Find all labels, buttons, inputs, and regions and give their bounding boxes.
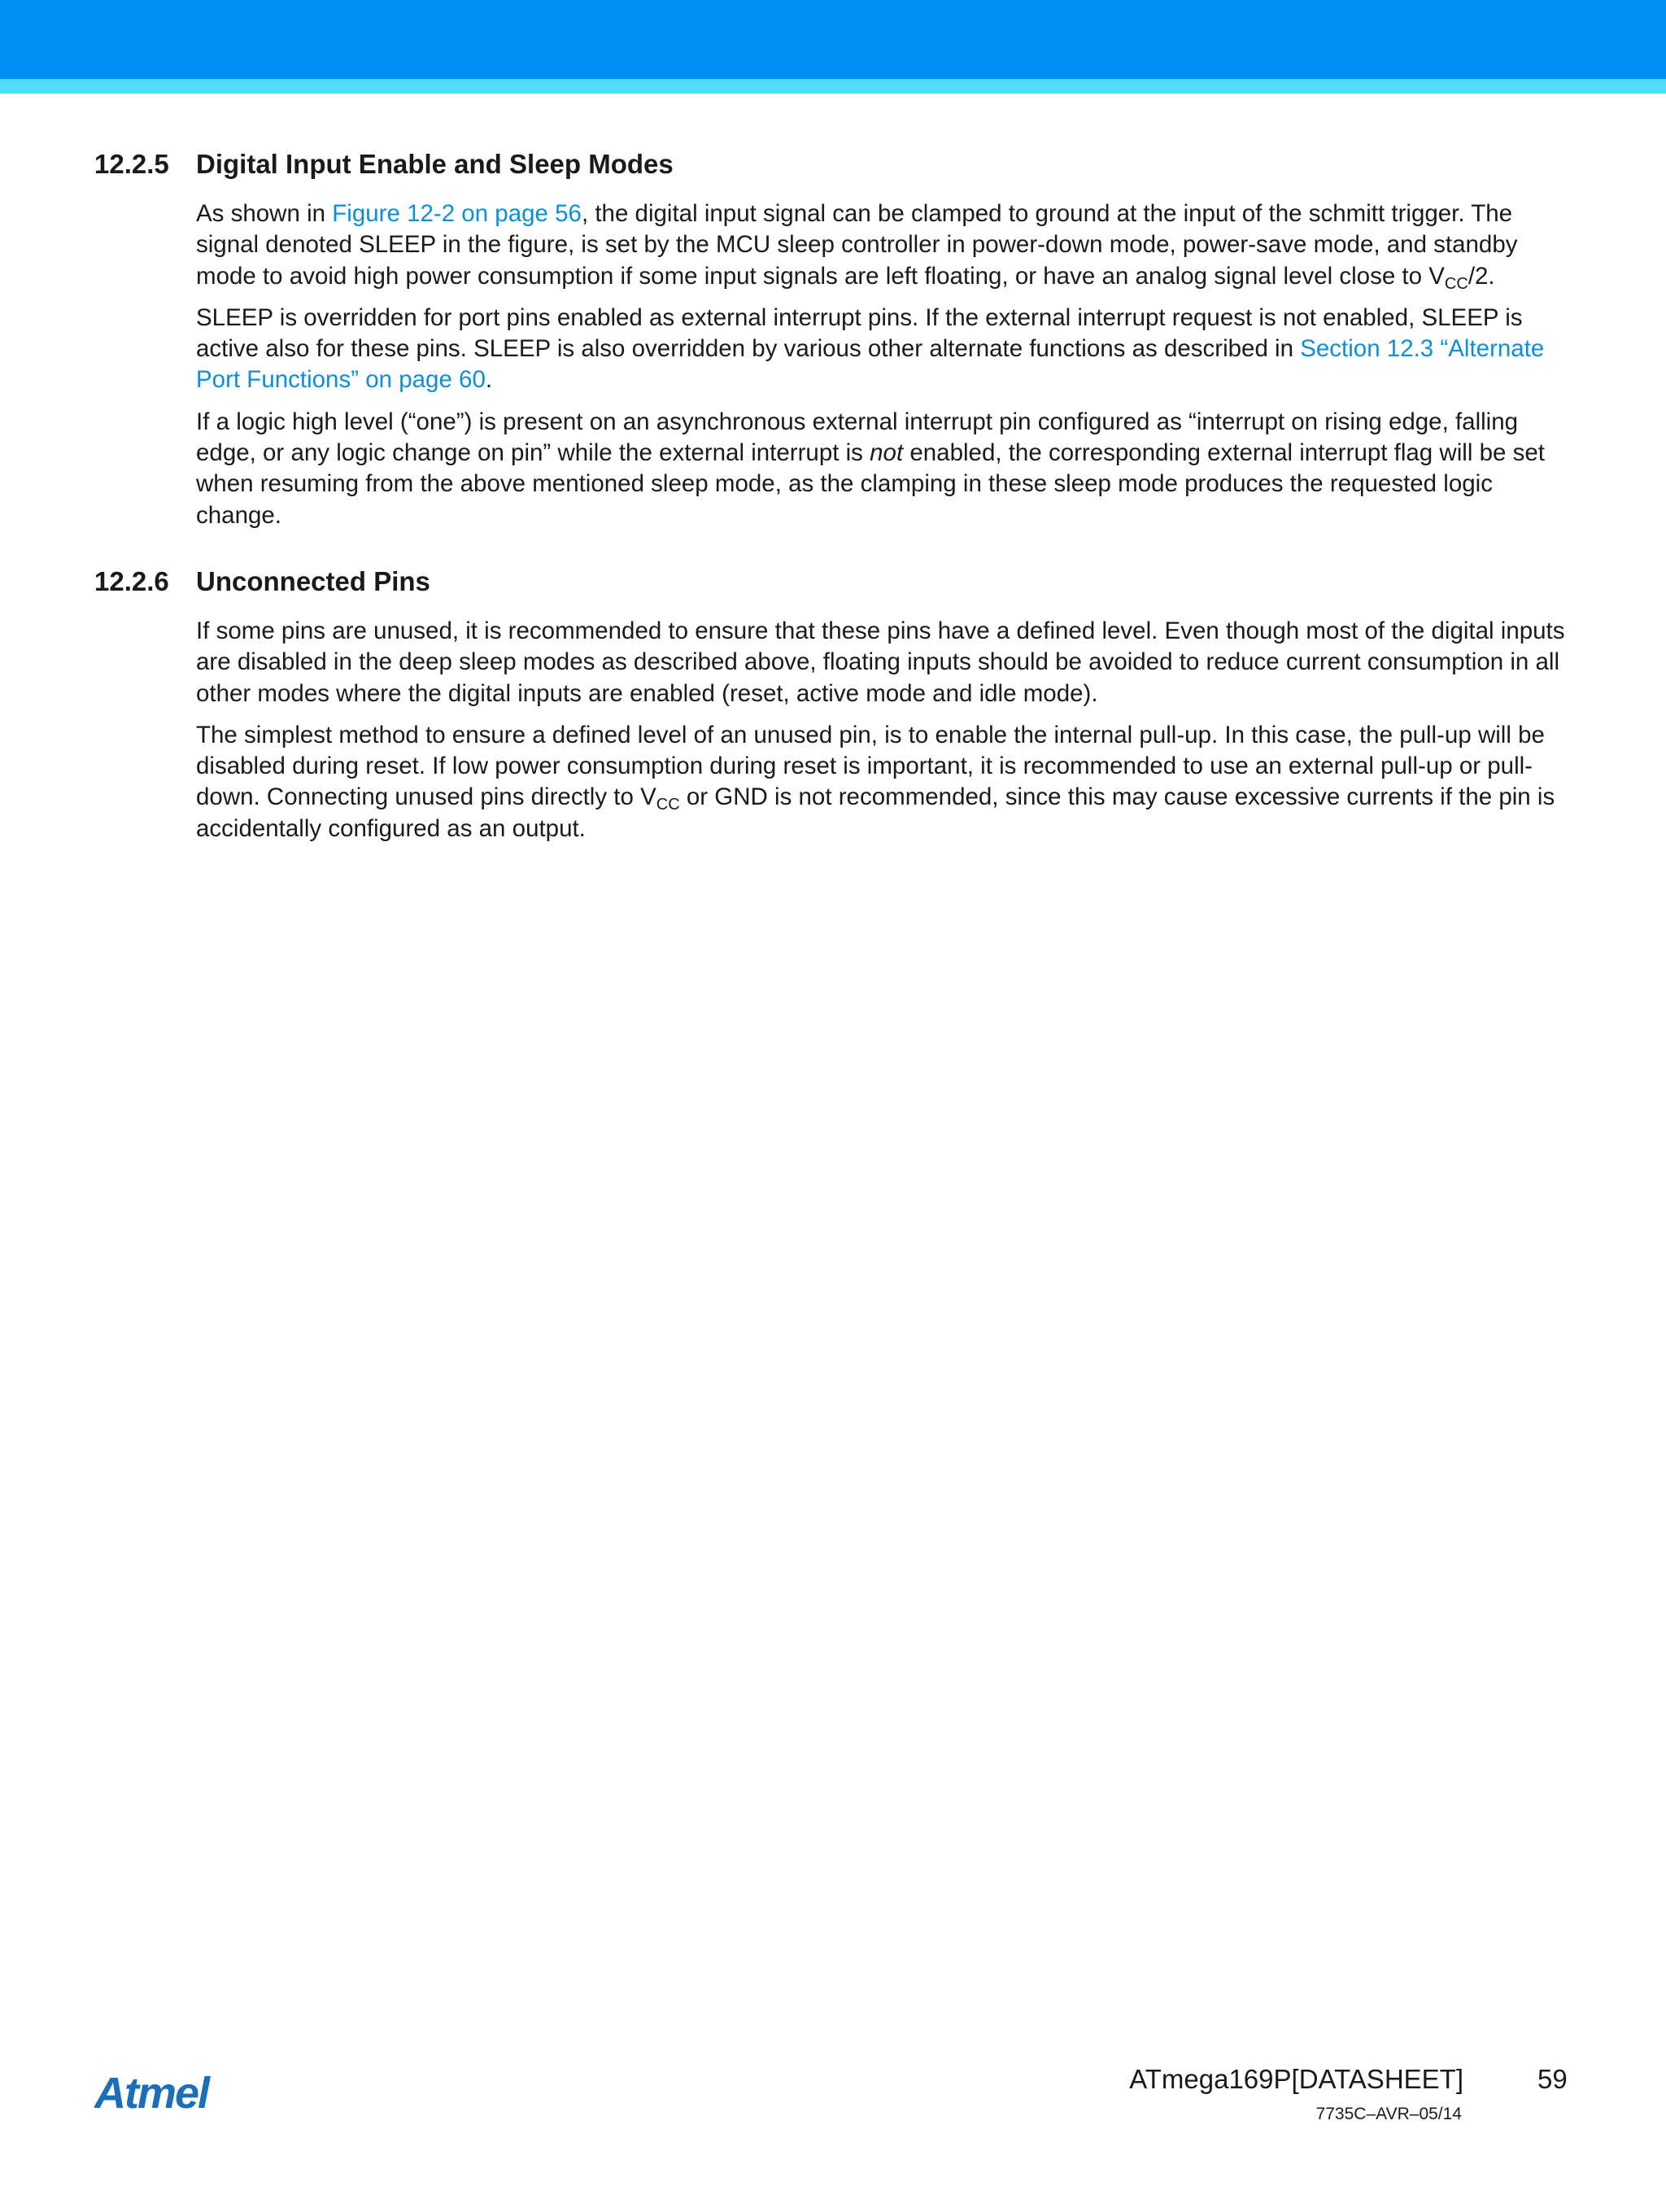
section-number: 12.2.6 bbox=[94, 566, 169, 596]
text-run: As shown in bbox=[196, 200, 333, 227]
text-run: The simplest method to ensure a defined level of an unused pin, is to enable the internal pull-up. In this case, the pull-up will be disabled during reset. If low power consumption during reset is important, it is recommended to use an external pull-up or pull-down. Connecting unused pins directly to V bbox=[196, 721, 1545, 811]
paragraph: If some pins are unused, it is recommended to ensure that these pins have a defined level. Even though most of the digital inputs are disabled in the deep sleep modes as described above, floating inputs should be avoided to reduce current consumption in all other modes where the digital inputs are enabled (reset, active mode and idle mode). bbox=[196, 617, 1565, 707]
section-number: 12.2.5 bbox=[94, 149, 169, 179]
section-body-12-2-5 bbox=[196, 199, 1572, 542]
section-title: Unconnected Pins bbox=[196, 566, 430, 596]
text-run: If a logic high level (“one”) is present on an asynchronous external interrupt pin configured as “interrupt on rising edge, falling edge, or any logic change on pin” while the external interrupt is bbox=[196, 408, 1519, 467]
vcc-subscript: CC bbox=[656, 796, 680, 814]
text-run: . bbox=[485, 366, 493, 394]
text-run: enabled, the corresponding external interrupt flag will be set when resuming from the above mentioned sleep mode, as the clamping in these sleep mode produces the requested logic change. bbox=[196, 439, 1545, 529]
text-run: or GND is not recommended, since this may cause excessive currents if the pin is accidentally configured as an output. bbox=[196, 783, 1555, 842]
header-accent-stripe bbox=[0, 79, 1666, 94]
section-12-3-link[interactable]: Section 12.3 “Alternate Port Functions” on page 60 bbox=[196, 335, 1545, 394]
paragraph bbox=[196, 303, 1572, 396]
document-code: 7735C–AVR–05/14 bbox=[1315, 2105, 1462, 2123]
header-bar bbox=[0, 0, 1666, 79]
section-title: Digital Input Enable and Sleep Modes bbox=[196, 149, 674, 179]
section-heading-12-2-5 bbox=[94, 148, 674, 181]
atmel-logo-text: Atmel bbox=[94, 2069, 209, 2118]
paragraph bbox=[196, 720, 1572, 844]
paragraph bbox=[196, 199, 1572, 292]
atmel-logo bbox=[94, 2069, 241, 2118]
text-run: SLEEP is overridden for port pins enabled as external interrupt pins. If the external interrupt request is not enabled, SLEEP is active also for these pins. SLEEP is also overridden by various other alternate functions as described in bbox=[196, 303, 1523, 363]
section-body-12-2-6 bbox=[196, 616, 1572, 855]
emphasis: not bbox=[870, 439, 904, 467]
paragraph bbox=[196, 407, 1572, 531]
document-title: ATmega169P[DATASHEET] bbox=[1129, 2064, 1463, 2094]
vcc-subscript: CC bbox=[1444, 274, 1468, 293]
figure-12-2-link[interactable]: Figure 12-2 on page 56 bbox=[332, 200, 582, 227]
text-run: /2. bbox=[1468, 262, 1495, 290]
page-number: 59 bbox=[1537, 2064, 1568, 2094]
section-heading-12-2-6 bbox=[94, 565, 430, 598]
text-run: , the digital input signal can be clamped to ground at the input of the schmitt trigger. The signal denoted SLEEP in the figure, is set by the MCU sleep controller in power-down mode, power-save mode, and standby mode to avoid high power consumption if some input signals are left floating, or have an analog signal level close to V bbox=[196, 200, 1518, 290]
